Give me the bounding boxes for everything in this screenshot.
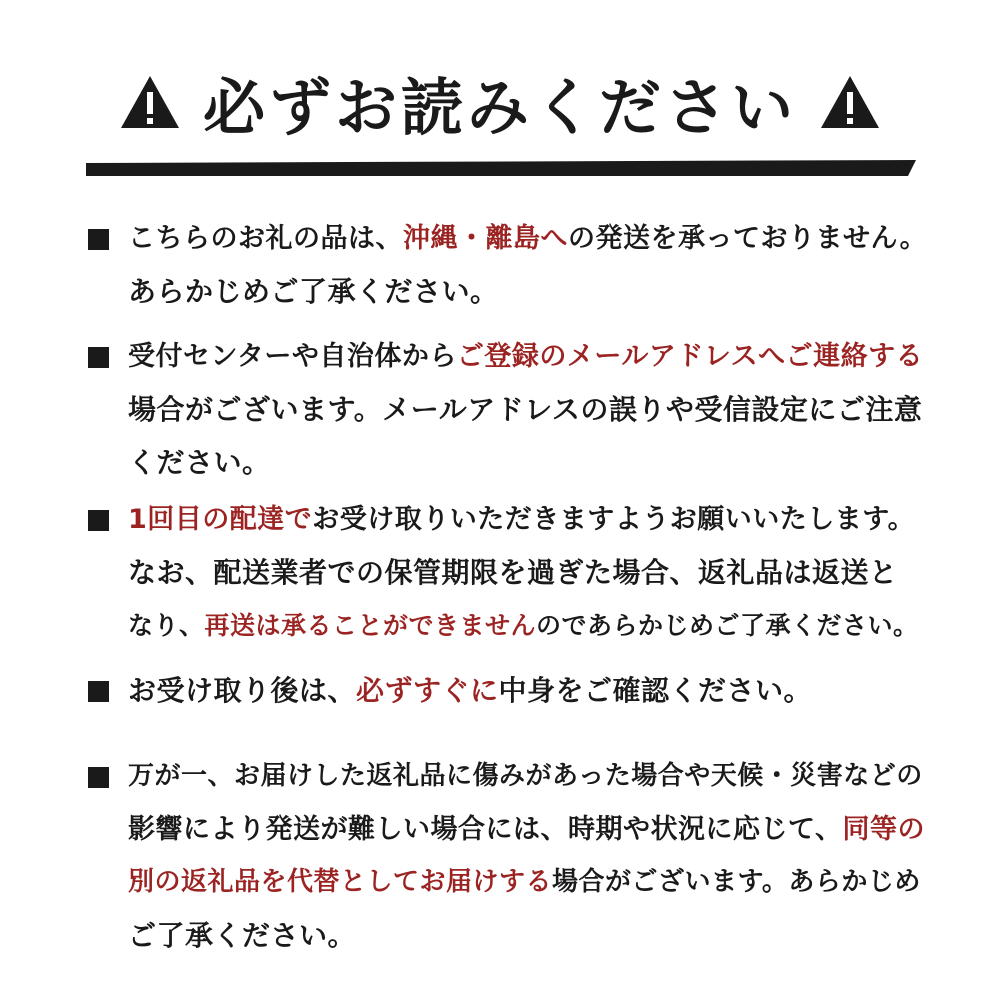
- notice-line: [128, 265, 928, 318]
- text-segment: 影響により発送が難しい場合には、時期や状況に応じて、: [128, 814, 843, 845]
- notice-text: [128, 750, 928, 962]
- highlight-segment: 別の返礼品を代替としてお届けする: [128, 867, 553, 897]
- warning-icon: [819, 74, 881, 130]
- text-segment: こちらのお礼の品は、: [128, 223, 403, 254]
- text-segment: なお、配送業者での保管期限を過ぎた場合、返礼品は返送と: [128, 556, 898, 589]
- page-title: 必ずお読みください: [202, 70, 797, 144]
- notice-line: [128, 383, 928, 436]
- highlight-segment: 沖縄・離島へ: [403, 223, 568, 254]
- square-bullet-icon: [88, 681, 109, 702]
- page-header: [0, 62, 1000, 142]
- text-segment: 場合がございます。あらかじめ: [552, 867, 921, 897]
- notice-line: [128, 750, 928, 803]
- notice-line: [128, 436, 928, 489]
- warning-icon: [119, 74, 181, 130]
- text-segment: お受け取りいただきますようお願いいたします。: [312, 504, 916, 535]
- notice-line: [128, 856, 928, 909]
- header-divider: [86, 160, 916, 176]
- notice-line: [128, 803, 928, 856]
- square-bullet-icon: [88, 767, 109, 788]
- highlight-segment: 1回目の配達で: [128, 504, 313, 535]
- highlight-segment: 同等の: [842, 814, 925, 845]
- text-segment: 受付センターや自治体から: [128, 341, 457, 372]
- notice-text: [128, 493, 928, 652]
- text-segment: ください。: [128, 446, 271, 479]
- notice-line: [128, 664, 928, 717]
- text-segment: あらかじめご了承ください。: [128, 275, 499, 308]
- text-segment: なり、: [128, 611, 205, 640]
- square-bullet-icon: [88, 229, 109, 250]
- notice-line: [128, 599, 928, 652]
- text-segment: 万が一、お届けした返礼品に傷みがあった場合や天候・災害などの: [128, 761, 923, 791]
- text-segment: の発送を承っておりません。: [568, 223, 928, 254]
- notice-text: [128, 330, 928, 489]
- square-bullet-icon: [88, 510, 109, 531]
- square-bullet-icon: [88, 347, 109, 368]
- highlight-segment: ご登録のメールアドレスへご連絡する: [456, 341, 924, 372]
- notice-text: [128, 664, 928, 717]
- notice-text: [128, 212, 928, 318]
- text-segment: のであらかじめご了承ください。: [536, 611, 919, 640]
- notice-line: [128, 493, 928, 546]
- highlight-segment: 再送は承ることができません: [204, 611, 537, 640]
- highlight-segment: 必ずすぐに: [356, 674, 499, 707]
- notice-line: [128, 330, 928, 383]
- notice-line: [128, 546, 928, 599]
- text-segment: お受け取り後は、: [128, 674, 357, 707]
- notice-line: [128, 909, 928, 962]
- notice-line: [128, 212, 928, 265]
- text-segment: ご了承ください。: [128, 919, 357, 952]
- text-segment: 中身をご確認ください。: [498, 674, 813, 707]
- text-segment: 場合がございます。メールアドレスの誤りや受信設定にご注意: [128, 393, 923, 426]
